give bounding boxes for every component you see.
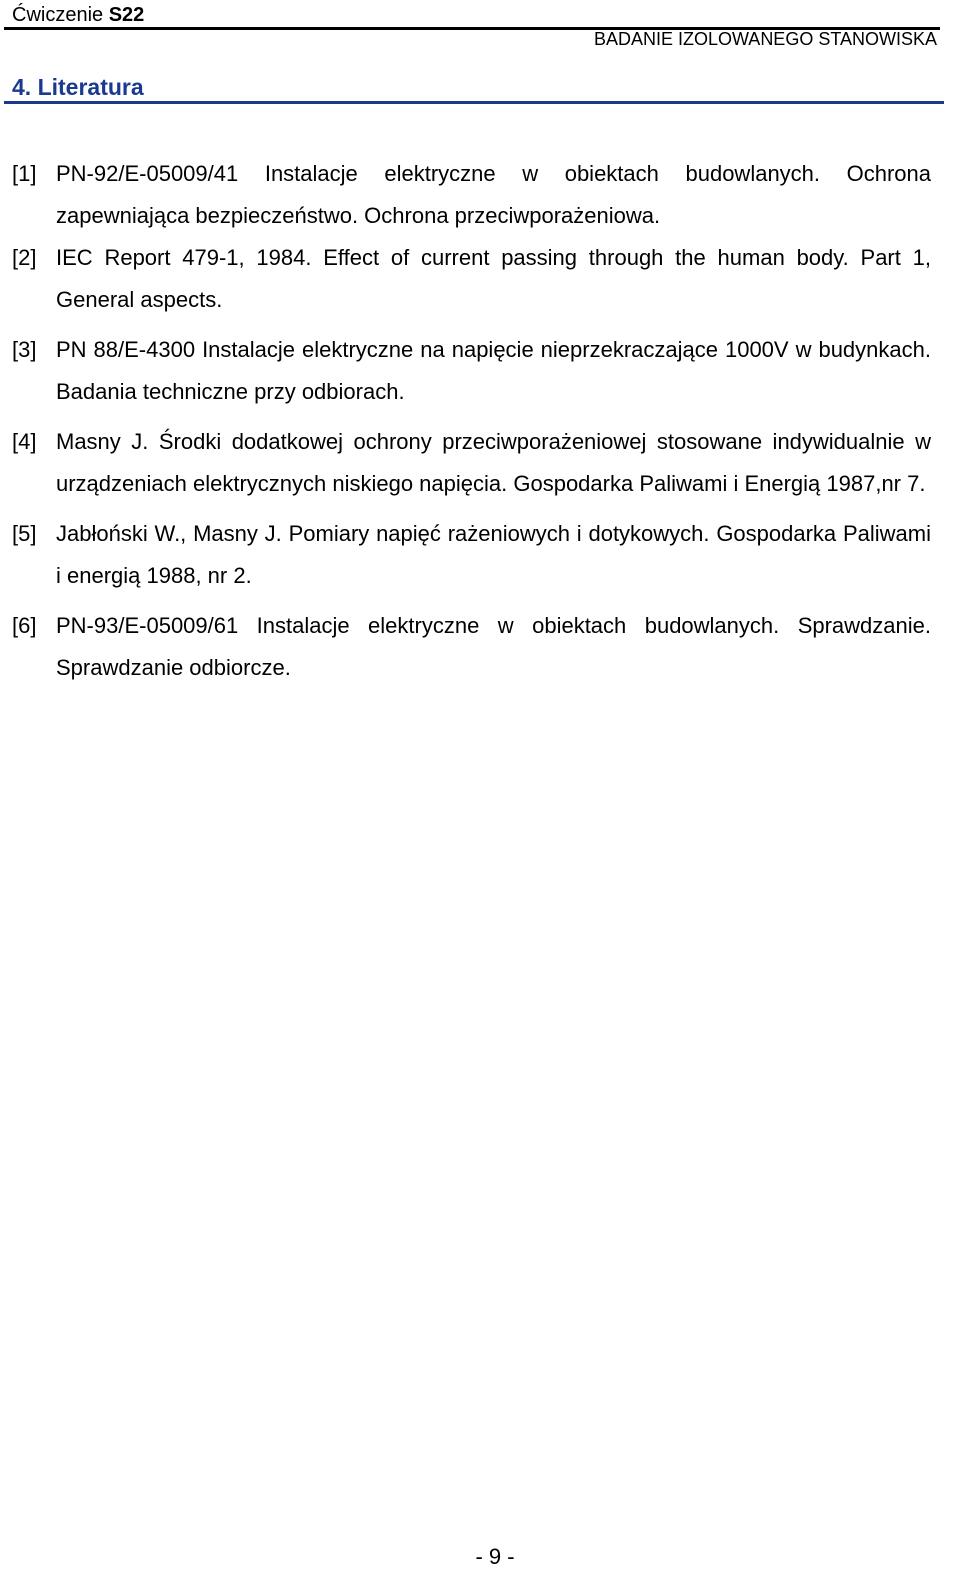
- exercise-prefix: Ćwiczenie: [12, 4, 109, 26]
- reference-number: [6]: [12, 613, 37, 638]
- reference-text: Jabłoński W., Masny J. Pomiary napięć rażeniowych i dotykowych. Gospodarka Paliwami i energią 1988, nr 2.: [56, 521, 931, 588]
- reference-number: [4]: [12, 429, 37, 454]
- reference-item-2: [12, 237, 931, 321]
- reference-text: IEC Report 479-1, 1984. Effect of current passing through the human body. Part 1, General aspects.: [56, 245, 931, 312]
- reference-number: [2]: [12, 245, 37, 270]
- reference-number: [3]: [12, 337, 37, 362]
- page-number: - 9 -: [475, 1544, 515, 1569]
- reference-item-1: [12, 153, 931, 237]
- reference-text: PN-92/E-05009/41 Instalacje elektryczne w obiektach budowlanych. Ochrona zapewniająca bezpieczeństwo. Ochrona przeciwporażeniowa.: [56, 161, 931, 228]
- exercise-label: [12, 3, 144, 27]
- reference-list: [12, 153, 931, 689]
- reference-number: [5]: [12, 521, 37, 546]
- reference-text: PN-93/E-05009/61 Instalacje elektryczne w obiektach budowlanych. Sprawdzanie. Sprawdzanie odbiorcze.: [56, 613, 931, 680]
- reference-item-3: [12, 329, 931, 413]
- running-title: BADANIE IZOLOWANEGO STANOWISKA: [593, 29, 937, 49]
- reference-item-6: [12, 605, 931, 689]
- reference-text: PN 88/E-4300 Instalacje elektryczne na napięcie nieprzekraczające 1000V w budynkach. Badania techniczne przy odbiorach.: [56, 337, 931, 404]
- reference-number: [1]: [12, 161, 37, 186]
- exercise-code: S22: [108, 4, 145, 26]
- section-heading: 4. Literatura: [12, 74, 144, 100]
- reference-text: Masny J. Środki dodatkowej ochrony przeciwporażeniowej stosowane indywidualnie w urządzeniach elektrycznych niskiego napięcia. Gospodarka Paliwami i Energią 1987,nr 7.: [56, 429, 931, 496]
- reference-item-5: [12, 513, 931, 597]
- section-divider: [4, 101, 944, 104]
- reference-item-4: [12, 421, 931, 505]
